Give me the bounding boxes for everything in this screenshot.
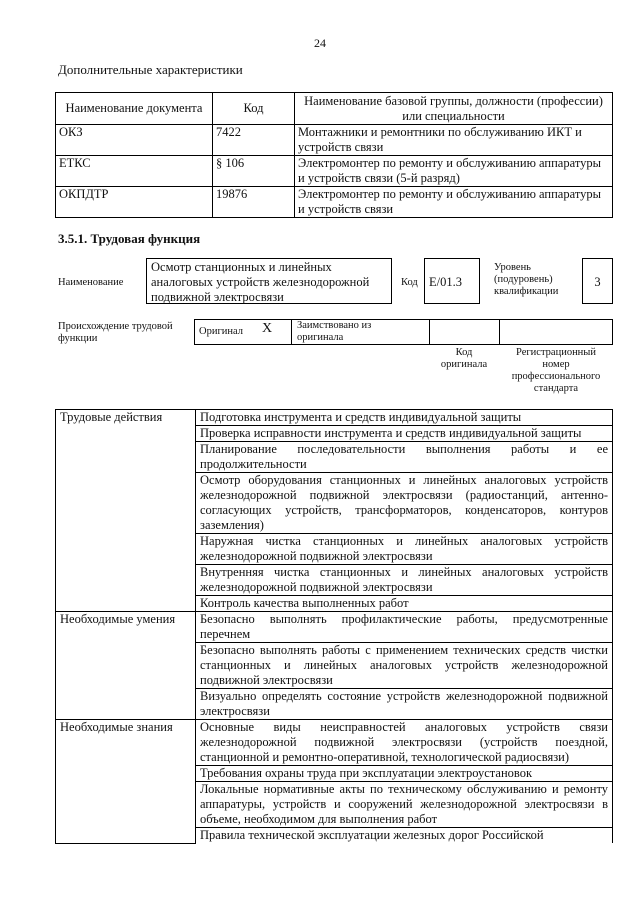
detail-item: Контроль качества выполненных работ xyxy=(196,596,613,612)
function-name-value: Осмотр станционных и линейных аналоговых устройств железнодорожной подвижной электросвязи xyxy=(151,260,370,304)
detail-item: Наружная чистка станционных и линейных аналоговых устройств железнодорожной подвижной электросвязи xyxy=(196,534,613,565)
detail-item: Локальные нормативные акты по техническому обслуживанию и ремонту аппаратуры, устройств и сооружений железнодорожной электросвязи в объеме, необходимом для выполнения работ xyxy=(196,782,613,828)
name-label: Наименование xyxy=(58,277,124,288)
borrowed-label: Заимствовано из оригинала xyxy=(297,320,372,343)
cell-group: Электромонтер по ремонту и обслуживанию аппаратуры и устройств связи xyxy=(295,187,613,218)
function-details-table xyxy=(55,409,613,844)
table-row xyxy=(56,125,613,156)
level-label: Уровень (подуровень) квалификации xyxy=(494,262,559,297)
original-label: Оригинал xyxy=(199,326,243,337)
additional-characteristics-table xyxy=(55,92,613,218)
section-title: 3.5.1. Трудовая функция xyxy=(58,231,201,246)
table-row xyxy=(56,720,613,766)
detail-item: Безопасно выполнять профилактические работы, предусмотренные перечнем xyxy=(196,612,613,643)
detail-item: Основные виды неисправностей аналоговых устройств связи железнодорожной подвижной электросвязи (устройств поездной, станционной и ремонтно-оперативной, технологической радиосвязи) xyxy=(196,720,613,766)
detail-item: Визуально определять состояние устройств железнодорожной подвижной электросвязи xyxy=(196,689,613,720)
category-cell: Необходимые знания xyxy=(56,720,196,844)
cell-document: ОКПДТР xyxy=(56,187,213,218)
additional-characteristics-title: Дополнительные характеристики xyxy=(58,62,243,77)
page-number: 24 xyxy=(314,36,326,50)
header-group: Наименование базовой группы, должности (профессии) или специальности xyxy=(295,93,613,125)
function-name-box xyxy=(146,258,392,304)
table-row xyxy=(56,187,613,218)
origin-divider xyxy=(291,320,292,344)
cell-group: Монтажники и ремонтники по обслуживанию ИКТ и устройств связи xyxy=(295,125,613,156)
table-header-row xyxy=(56,93,613,125)
code-label: Код xyxy=(401,277,418,288)
original-mark: X xyxy=(262,321,273,336)
level-box xyxy=(582,258,613,304)
registration-caption: Регистрационный номер профессионального стандарта xyxy=(511,347,601,394)
origin-divider xyxy=(499,320,500,344)
detail-item: Требования охраны труда при эксплуатации электроустановок xyxy=(196,766,613,782)
detail-item: Внутренняя чистка станционных и линейных аналоговых устройств железнодорожной подвижной электросвязи xyxy=(196,565,613,596)
level-value: 3 xyxy=(594,275,601,289)
cell-document: ОКЗ xyxy=(56,125,213,156)
origin-divider xyxy=(429,320,430,344)
cell-group: Электромонтер по ремонту и обслуживанию аппаратуры и устройств связи (5-й разряд) xyxy=(295,156,613,187)
detail-item: Проверка исправности инструмента и средств индивидуальной защиты xyxy=(196,426,613,442)
detail-item: Осмотр оборудования станционных и линейных аналоговых устройств железнодорожной подвижной электросвязи (радиостанций, антенно-согласующих устройств, трансформаторов, конденсаторов, контуров заземления) xyxy=(196,473,613,534)
cell-code: 19876 xyxy=(213,187,295,218)
detail-item: Подготовка инструмента и средств индивидуальной защиты xyxy=(196,410,613,426)
table-row xyxy=(56,410,613,426)
detail-item: Правила технической эксплуатации железных дорог Российской xyxy=(196,828,613,844)
header-code: Код xyxy=(213,93,295,125)
detail-item: Безопасно выполнять работы с применением технических средств чистки станционных и линейных аналоговых устройств железнодорожной подвижной электросвязи xyxy=(196,643,613,689)
table-row xyxy=(56,612,613,643)
category-cell: Необходимые умения xyxy=(56,612,196,720)
code-caption: Код оригинала xyxy=(440,347,488,370)
cell-code: 7422 xyxy=(213,125,295,156)
category-cell: Трудовые действия xyxy=(56,410,196,612)
cell-code: § 106 xyxy=(213,156,295,187)
origin-label: Происхождение трудовой функции xyxy=(58,321,173,344)
table-row xyxy=(56,156,613,187)
detail-item: Планирование последовательности выполнения работы и ее продолжительности xyxy=(196,442,613,473)
function-code-value: E/01.3 xyxy=(429,275,462,289)
function-code-box xyxy=(424,258,480,304)
header-document: Наименование документа xyxy=(56,93,213,125)
cell-document: ЕТКС xyxy=(56,156,213,187)
